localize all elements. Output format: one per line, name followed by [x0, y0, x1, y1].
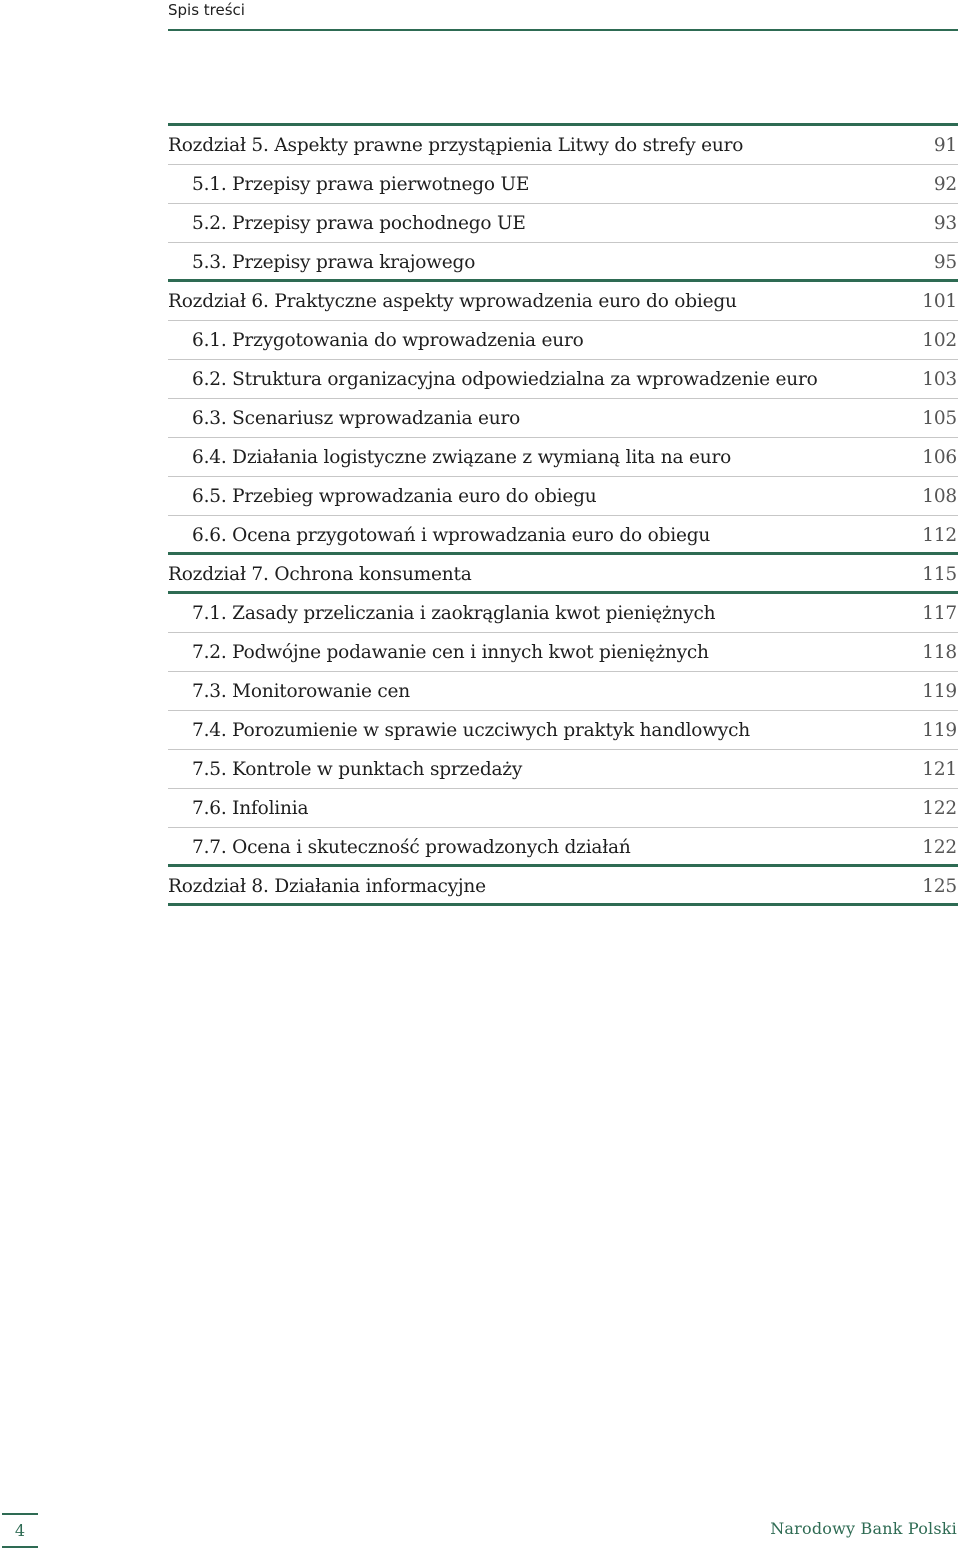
toc-page-number: 112: [922, 525, 957, 546]
toc-entry-label: 5.3. Przepisy prawa krajowego: [192, 252, 476, 273]
toc-chapter-6[interactable]: [168, 282, 958, 321]
toc-entry-label: 7.3. Monitorowanie cen: [192, 681, 410, 702]
toc-entry-label: 6.3. Scenariusz wprowadzania euro: [192, 408, 521, 429]
toc-page-number: 118: [922, 642, 957, 663]
toc-entry-5-1[interactable]: [168, 165, 958, 204]
toc-entry-5-2[interactable]: [168, 204, 958, 243]
toc-entry-6-4[interactable]: [168, 438, 958, 477]
toc-entry-label: 7.4. Porozumienie w sprawie uczciwych praktyk handlowych: [192, 720, 751, 741]
toc-entry-7-6[interactable]: [168, 789, 958, 828]
toc-page-number: 125: [922, 876, 957, 897]
toc-entry-7-7[interactable]: [168, 828, 958, 867]
footer-rule-bottom: [2, 1546, 38, 1548]
toc-entry-6-6[interactable]: [168, 516, 958, 555]
toc-chapter-8[interactable]: [168, 867, 958, 906]
toc-entry-label: Rozdział 5. Aspekty prawne przystąpienia Litwy do strefy euro: [168, 135, 744, 156]
toc-entry-label: 7.1. Zasady przeliczania i zaokrąglania kwot pieniężnych: [192, 603, 716, 624]
toc-entry-label: Rozdział 6. Praktyczne aspekty wprowadzenia euro do obiegu: [168, 291, 737, 312]
footer-brand: Narodowy Bank Polski: [770, 1519, 957, 1538]
section-title: Spis treści: [168, 1, 245, 19]
toc-page-number: 119: [922, 681, 957, 702]
footer-page-number: 4: [14, 1521, 26, 1540]
toc-entry-7-1[interactable]: [168, 594, 958, 633]
footer-rule-top: [2, 1513, 38, 1515]
toc-entry-label: 6.4. Działania logistyczne związane z wymianą lita na euro: [192, 447, 732, 468]
toc-page-number: 92: [933, 174, 957, 195]
toc-entry-label: 7.2. Podwójne podawanie cen i innych kwot pieniężnych: [192, 642, 709, 663]
toc-entry-label: Rozdział 7. Ochrona konsumenta: [168, 564, 472, 585]
toc-page-number: 105: [922, 408, 957, 429]
toc-entry-label: 5.1. Przepisy prawa pierwotnego UE: [192, 174, 530, 195]
toc-entry-6-3[interactable]: [168, 399, 958, 438]
toc-entry-label: Rozdział 8. Działania informacyjne: [168, 876, 486, 897]
toc-entry-6-1[interactable]: [168, 321, 958, 360]
toc-entry-7-2[interactable]: [168, 633, 958, 672]
toc-entry-label: 7.6. Infolinia: [192, 798, 309, 819]
toc-page-number: 102: [922, 330, 957, 351]
toc-page-number: 119: [922, 720, 957, 741]
toc-entry-label: 7.7. Ocena i skuteczność prowadzonych działań: [192, 837, 631, 858]
toc-chapter-7[interactable]: [168, 555, 958, 594]
toc-page-number: 95: [933, 252, 957, 273]
toc-entry-7-5[interactable]: [168, 750, 958, 789]
toc-page-number: 122: [922, 837, 957, 858]
toc-chapter-5[interactable]: [168, 126, 958, 165]
toc-page-number: 103: [922, 369, 957, 390]
toc-page-number: 106: [922, 447, 957, 468]
toc-page-number: 101: [922, 291, 957, 312]
toc-entry-label: 6.5. Przebieg wprowadzania euro do obiegu: [192, 486, 597, 507]
table-of-contents: [168, 123, 958, 906]
toc-entry-label: 6.6. Ocena przygotowań i wprowadzania euro do obiegu: [192, 525, 711, 546]
toc-entry-7-3[interactable]: [168, 672, 958, 711]
toc-entry-label: 5.2. Przepisy prawa pochodnego UE: [192, 213, 526, 234]
toc-entry-7-4[interactable]: [168, 711, 958, 750]
toc-page-number: 91: [933, 135, 957, 156]
toc-page-number: 108: [922, 486, 957, 507]
page-header: [168, 0, 958, 31]
toc-page-number: 115: [922, 564, 957, 585]
toc-page-number: 93: [933, 213, 957, 234]
toc-page-number: 121: [922, 759, 957, 780]
toc-page-number: 117: [922, 603, 957, 624]
toc-entry-6-2[interactable]: [168, 360, 958, 399]
toc-entry-label: 6.2. Struktura organizacyjna odpowiedzialna za wprowadzenie euro: [192, 369, 818, 390]
toc-entry-label: 7.5. Kontrole w punktach sprzedaży: [192, 759, 523, 780]
toc-entry-label: 6.1. Przygotowania do wprowadzenia euro: [192, 330, 584, 351]
toc-entry-6-5[interactable]: [168, 477, 958, 516]
toc-page-number: 122: [922, 798, 957, 819]
toc-entry-5-3[interactable]: [168, 243, 958, 282]
